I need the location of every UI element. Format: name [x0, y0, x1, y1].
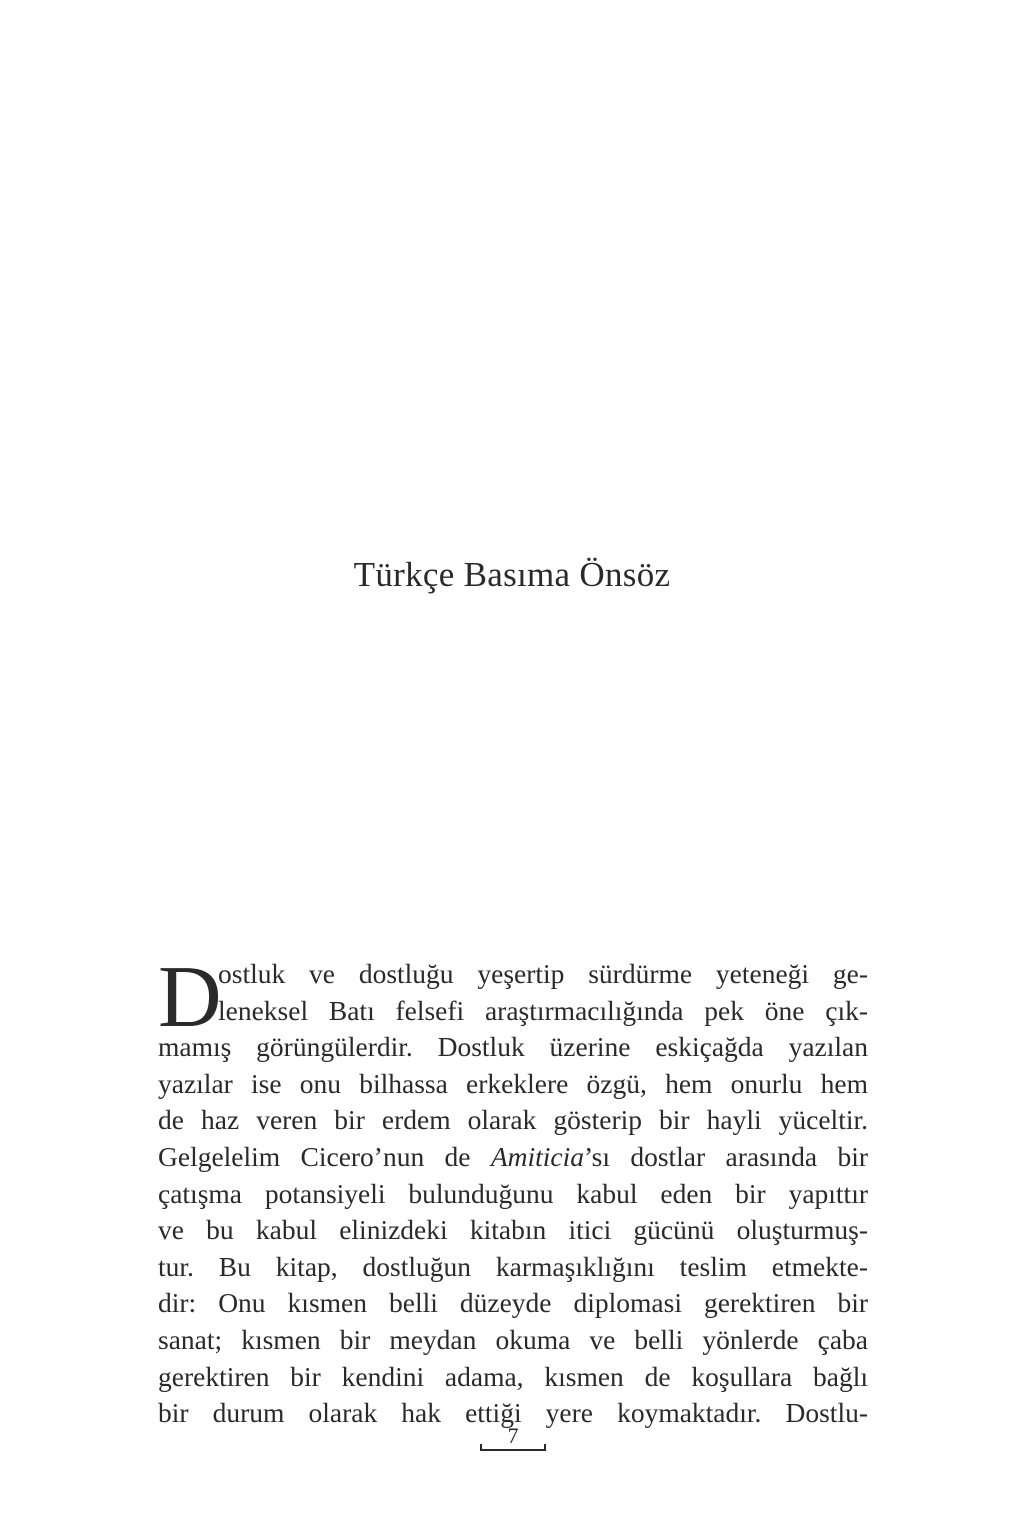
text-line: mamış görüngülerdir. Dostluk üzerine eskiçağda yazılan [158, 1031, 868, 1063]
text-line: çatışma potansiyeli bulunduğunu kabul eden bir yapıttır [158, 1177, 868, 1209]
text-line: yazılar ise onu bilhassa erkeklere özgü, hem onurlu hem [158, 1067, 868, 1099]
text-line [158, 1139, 868, 1176]
text-line: bir durum olarak hak ettiği yere koymaktadır. Dostlu- [158, 1397, 868, 1429]
page-number [480, 1425, 546, 1451]
text-line: leneksel Batı felsefi araştırmacılığında pek öne çık- [218, 994, 868, 1026]
text-run: ’sı dostlar arasında bir [584, 1140, 868, 1172]
drop-cap: D [158, 949, 222, 1046]
text-line: dir: Onu kısmen belli düzeyde diplomasi gerektiren bir [158, 1287, 868, 1319]
text-line: gerektiren bir kendini adama, kısmen de koşullara bağlı [158, 1360, 868, 1392]
text-line: sanat; kısmen bir meydan okuma ve belli yönlerde çaba [158, 1323, 868, 1355]
text-line: ostluk ve dostluğu yeşertip sürdürme yeteneği ge- [218, 958, 868, 989]
text-line: de haz veren bir erdem olarak gösterip bir hayli yüceltir. [158, 1104, 868, 1136]
text-run: Gelgelelim Cicero’nun de [158, 1140, 491, 1172]
page-number-label: 7 [507, 1423, 519, 1448]
book-title-amiticia: Amiticia [490, 1140, 585, 1172]
text-line: ve bu kabul elinizdeki kitabın itici gücünü oluşturmuş- [158, 1214, 868, 1246]
chapter-title: Türkçe Basıma Önsöz [353, 555, 671, 594]
text-line: tur. Bu kitap, dostluğun karmaşıklığını teslim etmekte- [158, 1250, 868, 1282]
body-paragraph [158, 949, 868, 1432]
page-number-bracket [480, 1444, 546, 1451]
